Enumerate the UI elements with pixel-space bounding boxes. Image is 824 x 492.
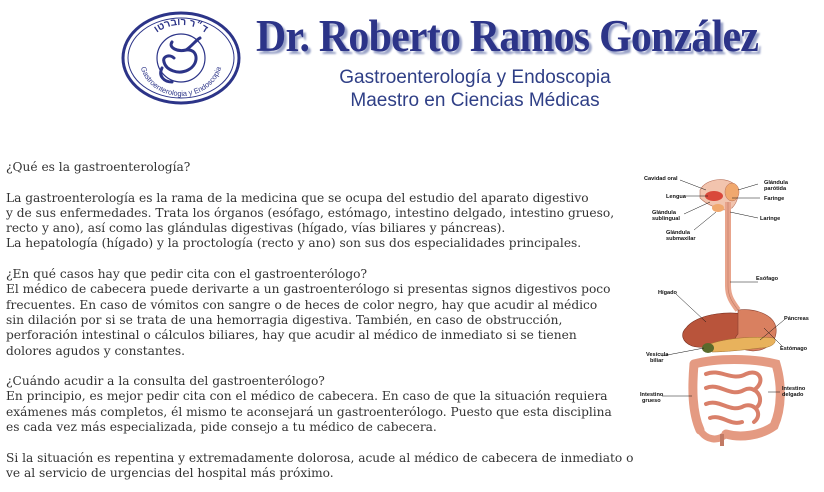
digestive-system-diagram bbox=[636, 168, 816, 448]
text-line: y de sus enfermedades. Trata los órganos (esófago, estómago, intestino delgado, intestino grueso, bbox=[6, 205, 615, 220]
label-intestino-grueso: Intestino bbox=[640, 392, 664, 398]
label-glandula-submaxilar: Glándula bbox=[666, 230, 690, 236]
label-glandula-sublingual-2: sublingual bbox=[652, 216, 680, 222]
label-intestino-delgado: Intestino bbox=[782, 386, 806, 392]
label-pancreas: Páncreas bbox=[784, 316, 809, 322]
label-glandula-parotida-2: parótida bbox=[764, 186, 787, 192]
text-line: ¿Cuándo acudir a la consulta del gastroenterólogo? bbox=[6, 374, 325, 389]
paragraph-gap bbox=[6, 252, 626, 267]
label-estomago: Estómago bbox=[780, 346, 808, 352]
text-line: El médico de cabecera puede derivarte a un gastroenterólogo si presentas signos digestivos poco bbox=[6, 282, 611, 297]
label-glandula-parotida: Glándula bbox=[764, 180, 788, 186]
label-lengua: Lengua bbox=[666, 194, 686, 200]
text-line: En principio, es mejor pedir cita con el médico de cabecera. En caso de que la situación requiera bbox=[6, 389, 608, 404]
text-line: ve al servicio de urgencias del hospital más próximo. bbox=[6, 465, 334, 480]
label-esofago: Esófago bbox=[756, 276, 779, 282]
label-glandula-sublingual: Glándula bbox=[652, 210, 676, 216]
text-line: recto y ano), así como las glándulas digestivas (hígado, vías biliares y páncreas). bbox=[6, 221, 506, 236]
label-vesicula: Vesícula bbox=[646, 352, 669, 358]
paragraph-gap bbox=[6, 359, 626, 374]
paragraph-gap bbox=[6, 175, 626, 190]
label-cavidad-oral: Cavidad oral bbox=[644, 176, 678, 182]
text-line: ¿En qué casos hay que pedir cita con el gastroenterólogo? bbox=[6, 267, 367, 282]
label-intestino-grueso-2: grueso bbox=[642, 398, 661, 404]
logo-arc-text: Gastroenterologia y Endoscopia bbox=[138, 65, 224, 99]
text-line: La gastroenterología es la rama de la medicina que se ocupa del estudio del aparato digestivo bbox=[6, 190, 589, 205]
text-line: perforación intestinal o cálculos biliares, hay que acudir al médico de inmediato si se tienen bbox=[6, 328, 577, 343]
label-vesicula-2: biliar bbox=[650, 358, 664, 364]
label-intestino-delgado-2: delgado bbox=[782, 392, 804, 398]
text-line: ¿Qué es la gastroenterología? bbox=[6, 160, 191, 174]
doctor-name: Dr. Roberto Ramos González bbox=[256, 11, 759, 61]
text-line: La hepatología (hígado) y la proctología (recto y ano) son sus dos especialidades principales. bbox=[6, 236, 582, 251]
text-line: Si la situación es repentina y extremadamente dolorosa, acude al médico de cabecera de inmediato o bbox=[6, 450, 634, 465]
label-higado: Hígado bbox=[658, 290, 677, 296]
article-body bbox=[6, 160, 634, 481]
text-line: exámenes más completos, él mismo te aconsejará un gastroenterólogo. Puesto que esta disciplina bbox=[6, 404, 612, 419]
text-line: sin dilación por si se trata de una hemorragia digestiva. También, en caso de obstrucción, bbox=[6, 312, 563, 327]
label-faringe: Faringe bbox=[764, 196, 785, 202]
logo-hebrew-text: ד״ר רוברטו bbox=[152, 16, 210, 36]
paragraph-gap bbox=[6, 435, 626, 450]
text-line: es cada vez más especializada, pide consejo a tu médico de cabecera. bbox=[6, 420, 437, 435]
specialty-subtitle: Gastroenterología y Endoscopia bbox=[339, 67, 611, 88]
label-glandula-submaxilar-2: submaxilar bbox=[666, 236, 696, 242]
label-laringe: Laringe bbox=[760, 216, 781, 222]
logo bbox=[120, 10, 242, 106]
text-line: frecuentes. En caso de vómitos con sangre o de heces de color negro, hay que acudir al médico bbox=[6, 297, 598, 312]
text-line: dolores agudos y constantes. bbox=[6, 343, 186, 358]
degree-subtitle: Maestro en Ciencias Médicas bbox=[350, 90, 600, 111]
